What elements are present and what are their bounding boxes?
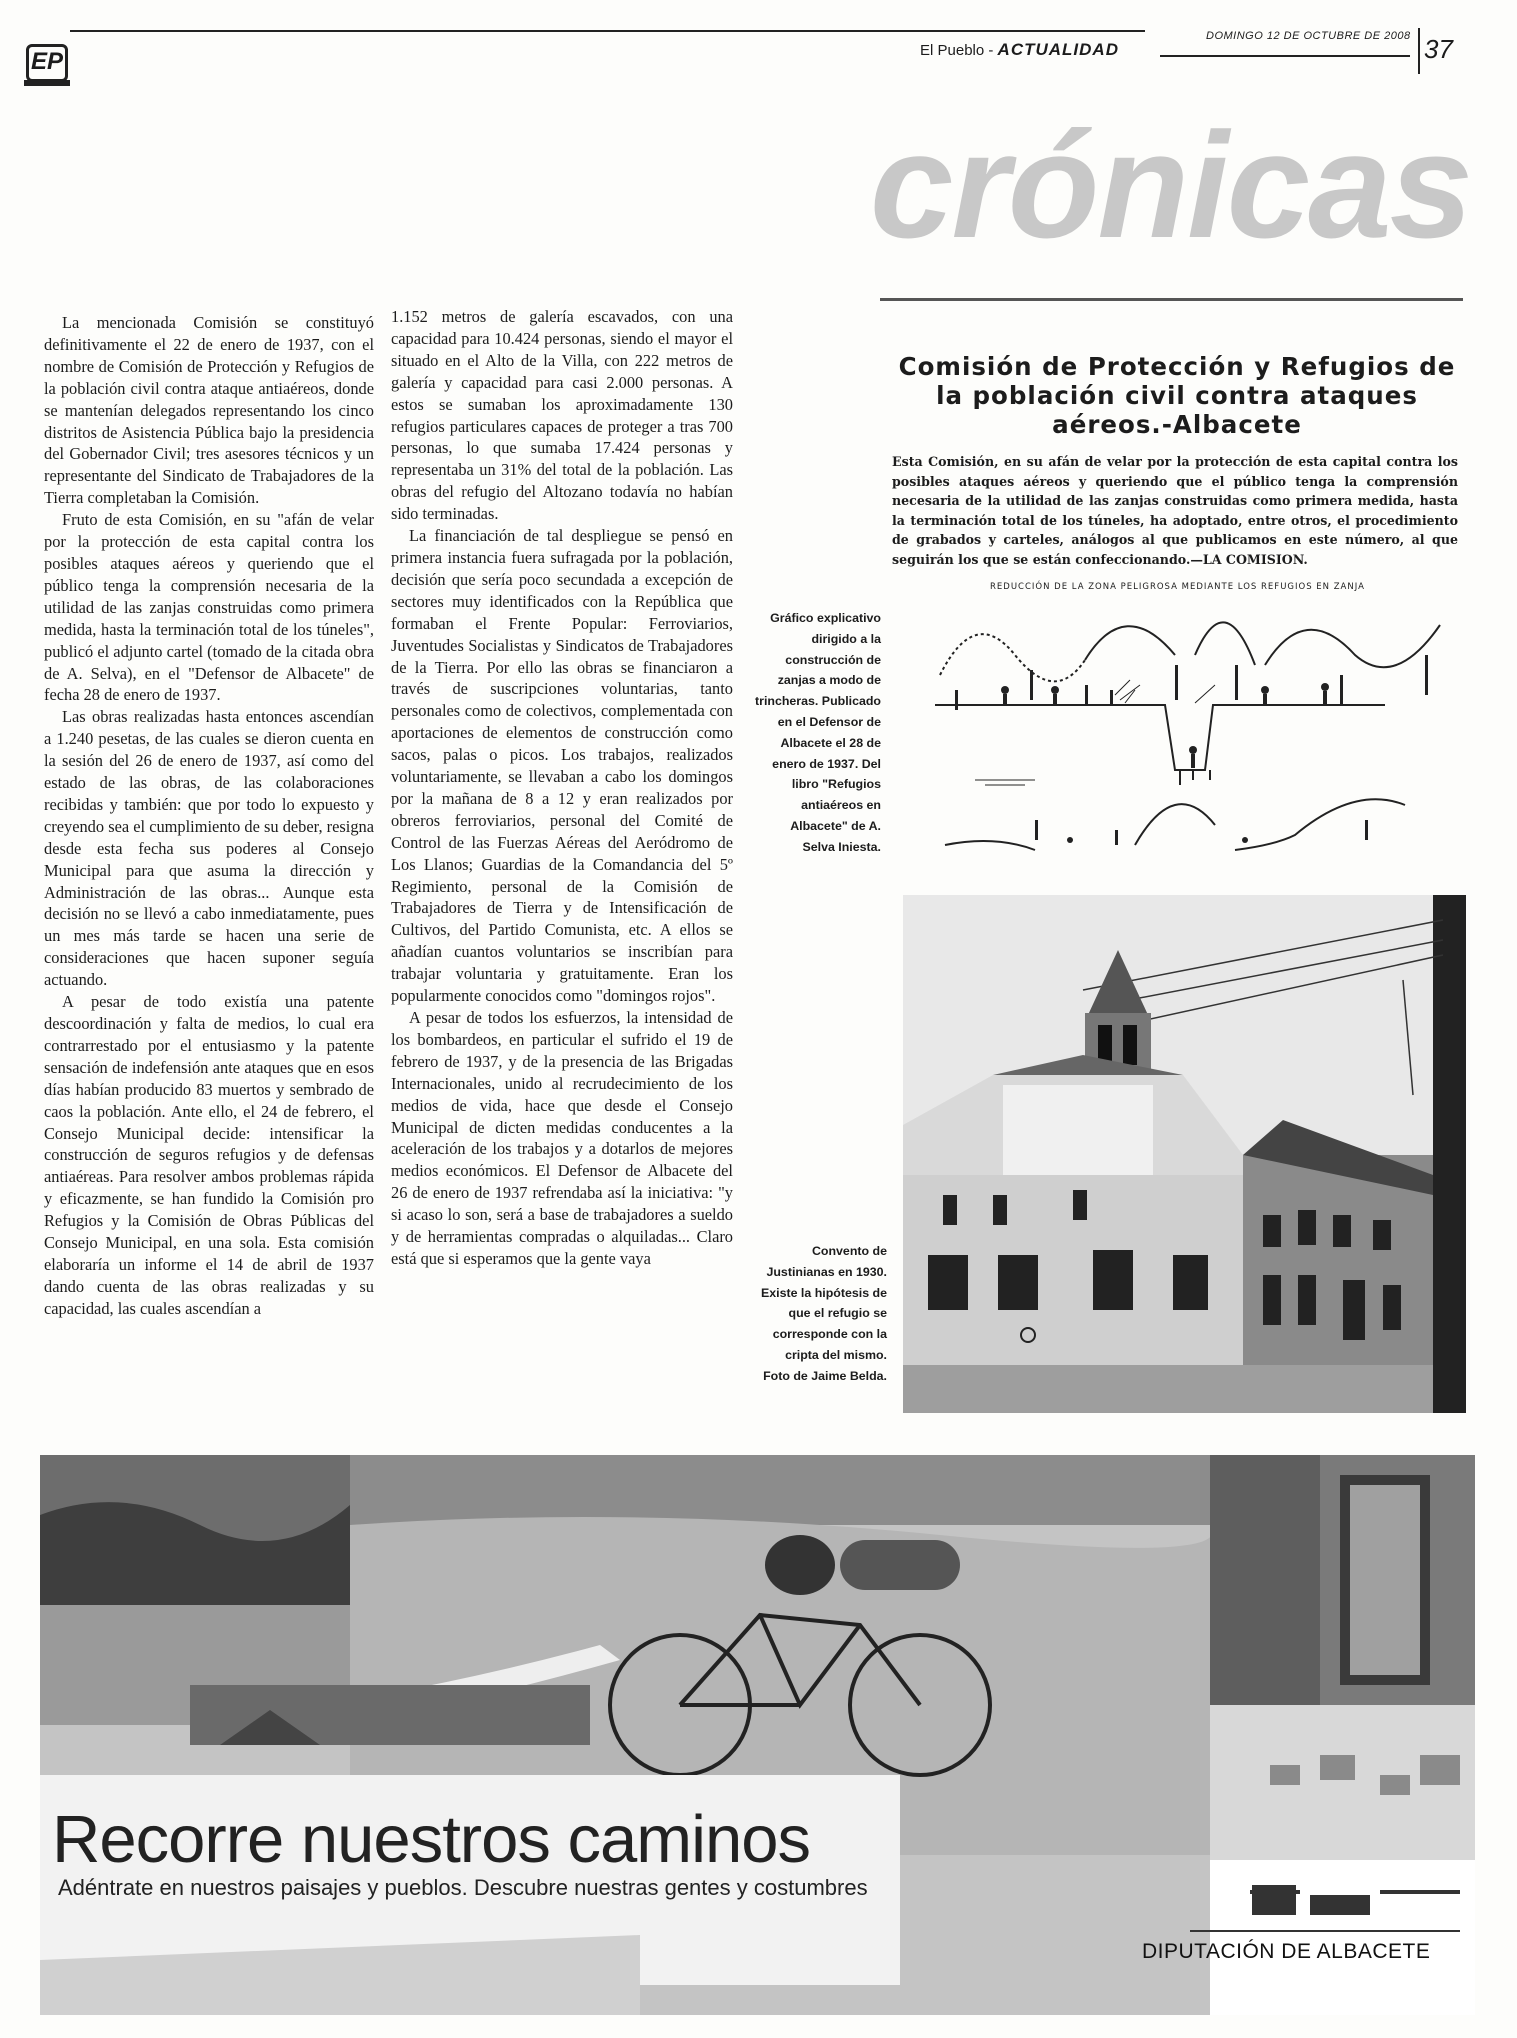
ad-subheadline: Adéntrate en nuestros paisajes y pueblos. Descubre nuestras gentes y costumbres <box>58 1875 868 1900</box>
convent-photo <box>903 895 1466 1413</box>
photo-caption: Convento de Justinianas en 1930. Existe la hipótesis de que el refugio se corresponde con la cripta del mismo. Foto de Jaime Belda. <box>760 1244 887 1383</box>
poster-text: Esta Comisión, en su afán de velar por la protección de esta capital contra los posibles ataques aéreos y queriendo que el público tenga la comprensión necesaria de la utilidad de las zanjas construidas como primera medida, hasta la terminación total de los túneles, ha adoptado, entre otros, el procedimiento de grabados y carteles, análogos al que publicamos en este número, al que seguirán los que se están confeccionando.—LA COMISION. <box>892 454 1458 567</box>
header-rule-right <box>1160 55 1410 57</box>
issue-date: DOMINGO 12 DE OCTUBRE DE 2008 <box>1206 30 1411 42</box>
poster-title: Comisión de Protección y Refugios de la población civil contra ataques aéreos.-Albacete <box>898 352 1456 439</box>
page-number-divider <box>1418 28 1420 74</box>
newspaper-logo: EP <box>26 44 68 82</box>
paragraph: Fruto de esta Comisión, en su "afán de velar por la protección de esta capital contra los posibles ataques aéreos y queriendo que el público tenga la comprensión necesaria de la utilidad de las zanjas construidas como primera medida, hasta la terminación total de los túneles", publicó el adjunto cartel (tomado de la citada obra de A. Selva), en el "Defensor de Albacete" de fecha 28 de enero de 1937. <box>44 510 374 705</box>
paragraph: Las obras realizadas hasta entonces ascendían a 1.240 pesetas, de las cuales se dieron cuenta en la sesión del 26 de enero de 1937, así como del estado de las obras, de las colaboraciones recibidas y también: que por todo lo expuesto y creyendo sea el cumplimiento de su deber, resigna desde esta fecha sus poderes al Consejo Municipal para que asuma la dirección y Administración de las obras... Aunque esta decisión no se llevó a cabo inmediatamente, pues un mes más tarde se hacen una serie de consideraciones que hacen suponer seguía actuando. <box>44 707 374 990</box>
section-name: ACTUALIDAD <box>997 40 1119 59</box>
section-label <box>920 40 1119 60</box>
section-banner: crónicas <box>870 101 1471 269</box>
paragraph: 1.152 metros de galería escavados, con una capacidad para 10.424 personas, siendo el mayor el situado en el Alto de la Villa, con 222 metros de galería y capacidad para casi 2.000 personas. A estos se sumaban los aproximadamente 130 refugios particulares capaces de proteger a tras 700 personas, lo que sumaba 17.424 personas y representaba un 31% del total de la población. Las obras del refugio del Altozano todavía no habían sido terminadas. <box>391 307 733 524</box>
paragraph: A pesar de todos los esfuerzos, la intensidad de los bombardeos, en particular el sufrido el 19 de febrero de 1937, y de la presencia de las Brigadas Internacionales, unido al recrudecimiento de los medios de vida, hace que desde el Consejo Municipal de dicten medidas conducentes a la aceleración de los trabajos y a dotarlos de mejores medios económicos. El Defensor de Albacete del 26 de enero de 1937 refrendaba así la iniciativa: "y si acaso lo son, será a base de trabajadores a sueldo y de herramientas compradas o alquiladas... Claro está que si esperamos que la gente vaya <box>391 1008 733 1268</box>
paragraph: La mencionada Comisión se constituyó definitivamente el 22 de enero de 1937, con el nombre de Comisión de Protección y Refugios de la población civil contra ataque antiaéreos, donde se mantenían delegados representando los cinco distritos de Asistencia Pública bajo la presidencia del Gobernador Civil; tres asesores técnicos y un representante del Sindicato de Trabajadores de la Tierra completaban la Comisión. <box>44 313 374 508</box>
paragraph: A pesar de todo existía una patente descoordinación y falta de medios, lo cual era contrarrestado por el entusiasmo y la patente sensación de indefensión ante ataques que en esos días habían producido 83 muertos y sembrado de caos la población. Ante ello, el 24 de febrero, el Consejo Municipal decide: intensificar la construcción de seguros refugios y de defensas antiaéreas. Para resolver ambos problemas rápida y eficazmente, se han fundido la Comisión pro Refugios y la Comisión de Obras Públicas del Consejo Municipal, en una sola. Esta comisión elaboraría un informe el 14 de abril de 1937 dando cuenta de las obras realizadas y su capacidad, las cuales ascendían a <box>44 992 374 1318</box>
section-prefix: El Pueblo - <box>920 42 998 59</box>
trench-diagram <box>935 595 1445 855</box>
page-number: 37 <box>1424 34 1453 64</box>
ad-organization: DIPUTACIÓN DE ALBACETE <box>1142 1940 1431 1963</box>
article-column-2 <box>391 306 733 1270</box>
tourism-ad-collage <box>40 1455 1475 2015</box>
diagram-title: REDUCCIÓN DE LA ZONA PELIGROSA MEDIANTE LOS REFUGIOS EN ZANJA <box>990 582 1365 592</box>
ad-headline: Recorre nuestros caminos <box>52 1802 810 1877</box>
paragraph: La financiación de tal despliegue se pensó en primera instancia fuera sufragada por la población, decisión que sería poco secundada a excepción de sectores muy identificados con la República que formaban el Frente Popular: Ferroviarios, Juventudes Socialistas y Sindicatos de Trabajadores de la Tierra. Por ello las obras se financiaron a través de suscripciones voluntarias, tanto personales como de colectivos, complementada con aportaciones de elementos de construcción como sacos, palas o picos. Los trabajos, realizados voluntariamente, se llevaban a cabo los domingos por la mañana de 8 a 12 y eran realizados por obreros ferroviarios, personal del Comité de Control de las Fuerzas Aéreas del Aeródromo de Los Llanos; Guardias de la Comandancia del 5º Regimiento, personal de la Comisión de Trabajadores de Tierra y de Intensificación de Cultivos, del Partido Comunista, etc. A ellos se añadían cuantos voluntarios se inscribían para trabajar voluntaria y gratuitamente. Eran los popularmente conocidos como "domingos rojos". <box>391 526 733 1006</box>
diagram-caption: Gráfico explicativo dirigido a la construcción de zanjas a modo de trincheras. Publicado en el Defensor de Albacete el 28 de enero de 1937. Del libro "Refugios antiaéreos en Albacete" de A. Selva Iniesta. <box>755 611 882 854</box>
header-rule <box>70 30 1145 32</box>
logo-underline <box>24 80 70 86</box>
article-column-1 <box>44 312 374 1320</box>
